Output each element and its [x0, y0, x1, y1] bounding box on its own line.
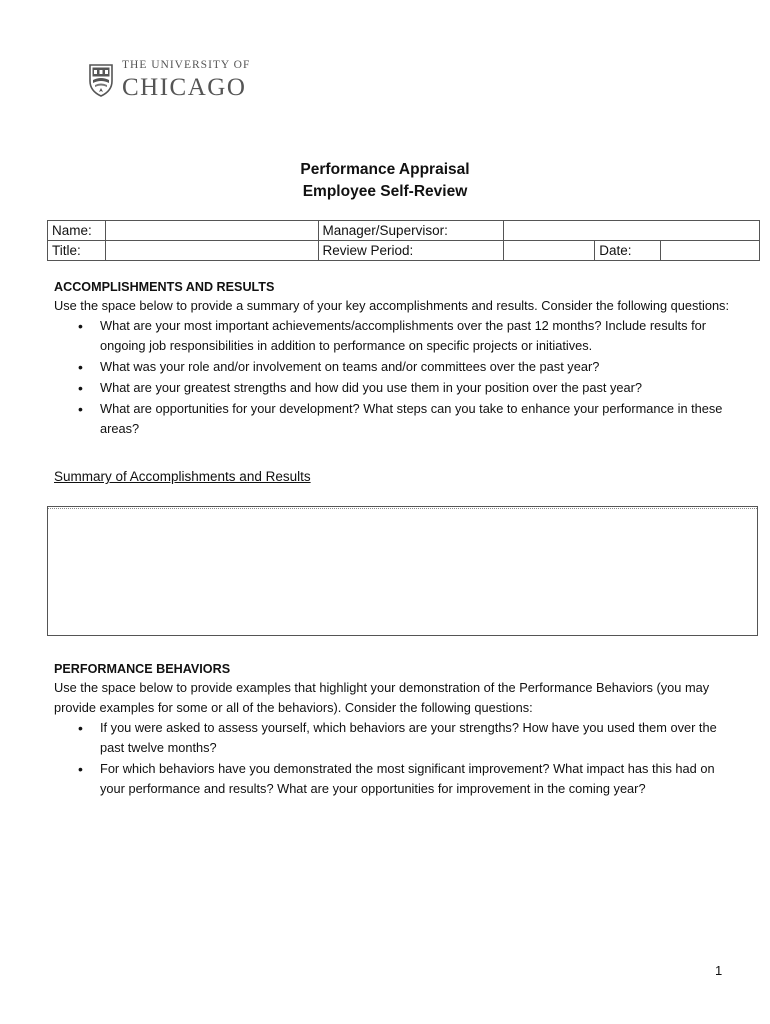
list-item: • What are opportunities for your development? What steps can you take to enhance your performance in these areas? — [100, 399, 734, 439]
logo-top-line: THE UNIVERSITY OF — [122, 59, 251, 72]
page-number: 1 — [715, 963, 723, 978]
list-item: • For which behaviors have you demonstrated the most significant improvement? What impact has this had on your performance and results? What are your opportunities for improvement in the coming year? — [100, 759, 734, 799]
date-field[interactable] — [661, 242, 759, 260]
title-label: Title: — [48, 241, 106, 261]
name-field[interactable] — [106, 222, 318, 240]
title-field[interactable] — [106, 242, 318, 260]
logo-main-line: CHICAGO — [122, 73, 247, 101]
behaviors-section — [54, 660, 734, 799]
list-item: • If you were asked to assess yourself, which behaviors are your strengths? How have you used them over the past twelve months? — [100, 718, 734, 758]
accomplishments-section — [54, 278, 734, 439]
university-logo — [88, 58, 250, 102]
form-title: Performance Appraisal — [300, 161, 470, 178]
review-period-field[interactable] — [504, 242, 594, 260]
name-label: Name: — [48, 221, 106, 241]
behaviors-questions — [54, 718, 734, 799]
date-label: Date: — [595, 241, 661, 261]
table-row — [48, 241, 760, 261]
behaviors-intro: Use the space below to provide examples that highlight your demonstration of the Performance Behaviors (you may provide examples for some or all of the behaviors). Consider the following questions: — [54, 680, 710, 715]
university-crest-icon — [88, 63, 114, 97]
employee-info-table — [47, 220, 760, 261]
manager-field[interactable] — [504, 222, 759, 240]
manager-label: Manager/Supervisor: — [318, 221, 504, 241]
summary-heading: Summary of Accomplishments and Results — [54, 469, 311, 484]
accomplishments-heading: ACCOMPLISHMENTS AND RESULTS — [54, 280, 275, 294]
logo-wordmark — [122, 60, 250, 100]
accomplishments-questions — [54, 316, 734, 439]
behaviors-heading: PERFORMANCE BEHAVIORS — [54, 662, 231, 676]
list-item: • What was your role and/or involvement on teams and/or committees over the past year? — [100, 357, 734, 377]
accomplishments-intro: Use the space below to provide a summary of your key accomplishments and results. Consider the following questions: — [54, 298, 730, 313]
list-item: • What are your most important achievements/accomplishments over the past 12 months? Include results for ongoing job responsibilities in addition to performance on specific projects or initiatives. — [100, 316, 734, 356]
summary-box — [47, 506, 758, 636]
summary-textarea[interactable] — [48, 510, 757, 635]
list-item: • What are your greatest strengths and how did you use them in your position over the past year? — [100, 378, 734, 398]
review-period-label: Review Period: — [318, 241, 504, 261]
table-row — [48, 221, 760, 241]
form-subtitle: Employee Self-Review — [302, 183, 468, 200]
